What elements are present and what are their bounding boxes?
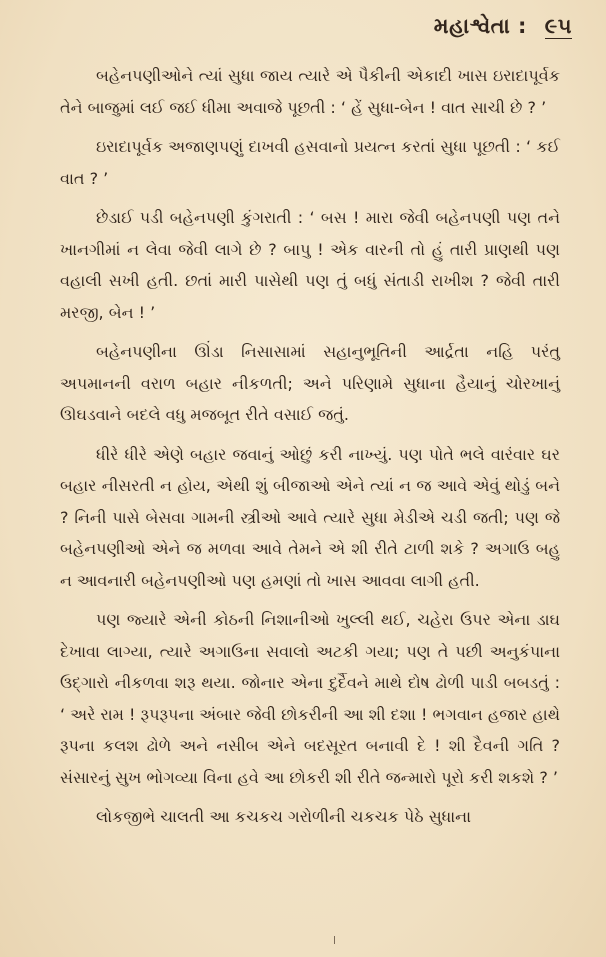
body-text <box>60 60 560 841</box>
paragraph: લોકજીભે ચાલતી આ કચકચ ગરોળીની ચકચક પેઠે સુધાના <box>96 807 472 826</box>
paragraph: બહેનપણીઓને ત્યાં સુધા જાય ત્યારે એ પૈકીની એકાદી ખાસ ઇરાદાપૂર્વક તેને બાજુમાં લઈ જઈ ધીમા અવાજે પૂછતી : ‘ હેં સુધા-બેન ! વાત સાચી છે ? ’ <box>60 66 560 117</box>
paragraph: પણ જ્યારે એની કોઠની નિશાનીઓ ખુલ્લી થઈ, ચહેરા ઉપર એના ડાઘ દેખાવા લાગ્યા, ત્યારે અગાઉના સવાલો અટકી ગયા; પણ તે પછી અનુકંપાના ઉદ્ગારો નીકળવા શરૂ થયા. જોનાર એના દુર્દૈવને માથે દોષ ઢોળી પાડી બબડતું : ‘ અરે રામ ! રૂપરૂપના અંબાર જેવી છોકરીની આ શી દશા ! ભગવાન હજાર હાથે રૂપના કલશ ઢોળે અને નસીબ એને બદસૂરત બનાવી દે ! શી દૈવની ગતિ ? સંસારનું સુખ ભોગવ્યા વિના હવે આ છોકરી શી રીતે જન્મારો પૂરો કરી શકશે ? ’ <box>60 610 560 787</box>
paragraph: ઇરાદાપૂર્વક અજાણપણું દાખવી હસવાનો પ્રયત્ન કરતાં સુધા પૂછતી : ‘ કઈ વાત ? ’ <box>60 137 560 188</box>
running-head <box>434 14 572 39</box>
paragraph: બહેનપણીના ઊંડા નિસાસામાં સહાનુભૂતિની આર્દ્રતા નહિ પરંતુ અપમાનની વરાળ બહાર નીકળતી; અને પરિણામે સુધાના હૈયાનું ચોરખાનું ઊઘડવાને બદલે વધુ મજબૂત રીતે વસાઈ જતું. <box>60 342 560 424</box>
paragraph: છેડાઈ પડી બહેનપણી કુંગરાતી : ‘ બસ ! મારા જેવી બહેનપણી પણ તને ખાનગીમાં ન લેવા જેવી લાગે છે ? બાપુ ! એક વારની તો હું તારી પ્રાણથી પણ વહાલી સખી હતી. છતાં મારી પાસેથી પણ તું બધું સંતાડી રાખીશ ? જેવી તારી મરજી, બેન ! ’ <box>60 208 560 322</box>
print-mark <box>334 936 335 944</box>
running-head-title: મહાશ્વેતા : <box>433 14 527 38</box>
paragraph: ધીરે ધીરે એણે બહાર જવાનું ઓછું કરી નાખ્યું. પણ પોતે ભલે વારંવાર ઘર બહાર નીસરતી ન હોય, એથી શું બીજાઓ એને ત્યાં ન જ આવે એવું થોડું બને ? નિની પાસે બેસવા ગામની સ્ત્રીઓ આવે ત્યારે સુધા મેડીએ ચડી જતી; પણ જે બહેનપણીઓ એને જ મળવા આવે તેમને એ શી રીતે ટાળી શકે ? અગાઉ બહુ ન આવનારી બહેનપણીઓ પણ હમણાં તો ખાસ આવવા લાગી હતી. <box>60 444 560 590</box>
page-number: ૯૫ <box>544 14 572 38</box>
